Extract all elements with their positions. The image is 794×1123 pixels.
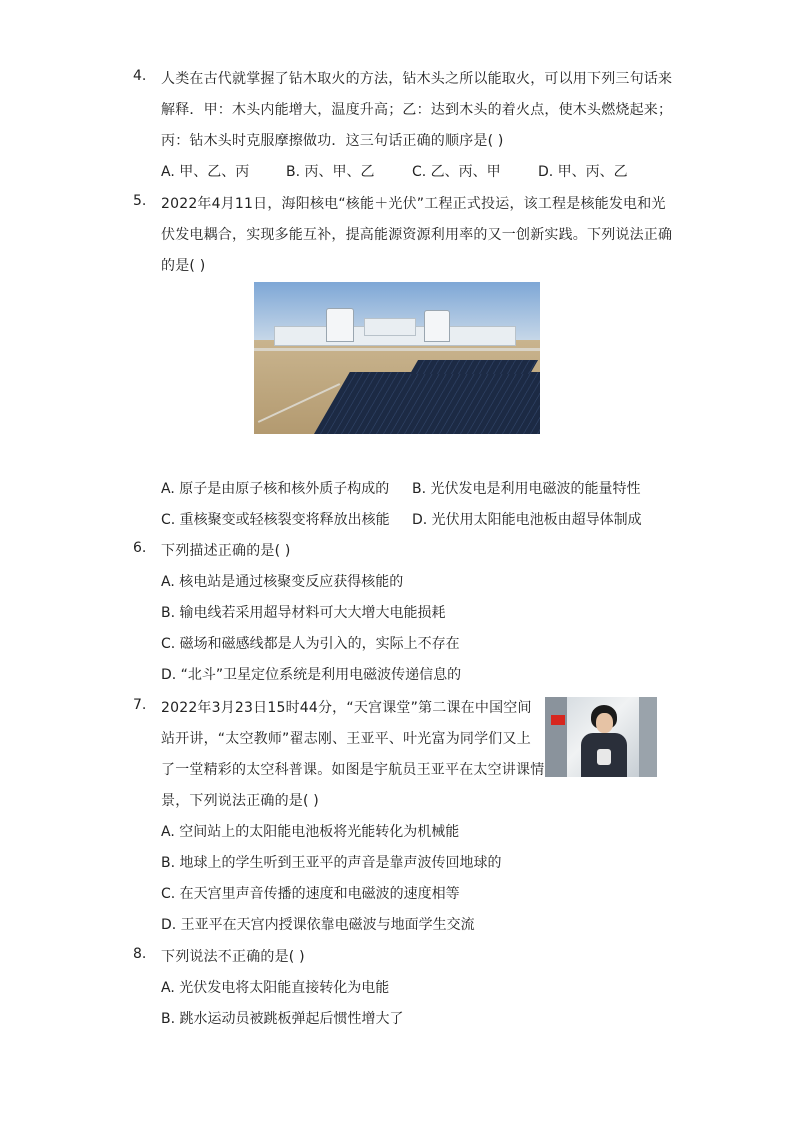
option-b[interactable]: B. 光伏发电是利用电磁波的能量特性 [412, 481, 641, 497]
question-text-line: 景，下列说法正确的是( ) [161, 793, 319, 809]
panel [545, 697, 567, 777]
option-a[interactable]: A. 原子是由原子核和核外质子构成的 [161, 481, 390, 497]
question-text-line: 下列描述正确的是( ) [161, 543, 291, 559]
option-c[interactable]: C. 在天宫里声音传播的速度和电磁波的速度相等 [161, 886, 460, 902]
option-b[interactable]: B. 地球上的学生听到王亚平的声音是靠声波传回地球的 [161, 855, 502, 871]
option-a[interactable]: A. 光伏发电将太阳能直接转化为电能 [161, 980, 390, 996]
question-text-line: 解释．甲：木头内能增大，温度升高；乙：达到木头的着火点，使木头燃烧起来； [161, 102, 673, 118]
question-number: 7. [133, 697, 147, 713]
demo-object [597, 749, 611, 765]
question-number: 4. [133, 68, 147, 84]
option-d[interactable]: D. “北斗”卫星定位系统是利用电磁波传递信息的 [161, 667, 462, 683]
panel [639, 697, 657, 777]
reactor-building [326, 308, 354, 342]
option-c[interactable]: C. 磁场和磁感线都是人为引入的，实际上不存在 [161, 636, 460, 652]
question-text-line: 2022年3月23日15时44分，“天宫课堂”第二课在中国空间 [161, 700, 532, 716]
astronaut-face [596, 713, 613, 733]
option-d[interactable]: D. 光伏用太阳能电池板由超导体制成 [412, 512, 642, 528]
option-b[interactable]: B. 跳水运动员被跳板弹起后惯性增大了 [161, 1011, 404, 1027]
question-text-line: 的是( ) [161, 258, 206, 274]
option-a[interactable]: A. 空间站上的太阳能电池板将光能转化为机械能 [161, 824, 460, 840]
flag [551, 715, 565, 725]
question-number: 6. [133, 540, 147, 556]
option-d[interactable]: D. 甲、丙、乙 [538, 164, 628, 180]
question-text-line: 下列说法不正确的是( ) [161, 949, 305, 965]
question-text-line: 站开讲，“太空教师”翟志刚、王亚平、叶光富为同学们又上 [161, 731, 531, 747]
question-text-line: 丙：钻木头时克服摩擦做功．这三句话正确的顺序是( ) [161, 133, 504, 149]
question-text-line: 2022年4月11日，海阳核电“核能＋光伏”工程正式投运，该工程是核能发电和光 [161, 196, 666, 212]
nuclear-solar-plant-photo [254, 282, 540, 434]
option-a[interactable]: A. 甲、乙、丙 [161, 164, 250, 180]
solar-panel-field [314, 372, 540, 434]
option-a[interactable]: A. 核电站是通过核聚变反应获得核能的 [161, 574, 404, 590]
road [254, 348, 540, 351]
question-number: 5. [133, 193, 147, 209]
question-number: 8. [133, 946, 147, 962]
question-text-line: 了一堂精彩的太空科普课。如图是宇航员王亚平在太空讲课情 [161, 762, 545, 778]
reactor-building [424, 310, 450, 342]
option-d[interactable]: D. 王亚平在天宫内授课依靠电磁波与地面学生交流 [161, 917, 475, 933]
option-c[interactable]: C. 乙、丙、甲 [412, 164, 501, 180]
plant-building [364, 318, 416, 336]
solar-panel-field [410, 360, 538, 374]
option-b[interactable]: B. 输电线若采用超导材料可大大增大电能损耗 [161, 605, 446, 621]
option-b[interactable]: B. 丙、甲、乙 [286, 164, 375, 180]
question-text-line: 伏发电耦合，实现多能互补，提高能源资源利用率的又一创新实践。下列说法正确 [161, 227, 673, 243]
question-text-line: 人类在古代就掌握了钻木取火的方法，钻木头之所以能取火，可以用下列三句话来 [161, 71, 673, 87]
astronaut-classroom-photo [545, 697, 657, 777]
option-c[interactable]: C. 重核聚变或轻核裂变将释放出核能 [161, 512, 390, 528]
